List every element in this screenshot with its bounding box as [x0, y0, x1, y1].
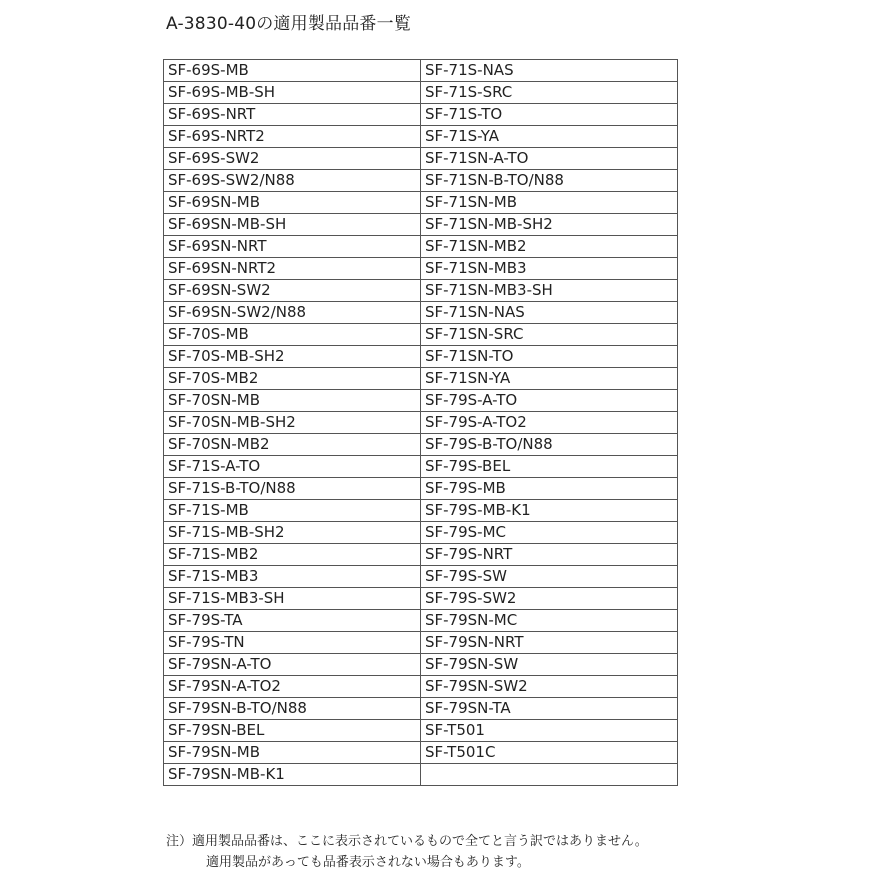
- footnote-line-1: 注）適用製品品番は、ここに表示されているもので全てと言う訳ではありません。: [166, 834, 648, 849]
- part-number-cell-right: SF-79SN-NRT: [421, 632, 678, 654]
- part-number-cell-left: SF-70S-MB-SH2: [164, 346, 421, 368]
- part-number-cell-right: SF-71SN-A-TO: [421, 148, 678, 170]
- table-row: [164, 126, 678, 148]
- part-number-cell-right: SF-71S-SRC: [421, 82, 678, 104]
- part-number-cell-right: SF-T501: [421, 720, 678, 742]
- table-row: [164, 720, 678, 742]
- table-row: [164, 588, 678, 610]
- part-number-cell-left: SF-70S-MB: [164, 324, 421, 346]
- part-number-cell-right: SF-71SN-B-TO/N88: [421, 170, 678, 192]
- table-row: [164, 302, 678, 324]
- part-number-cell-left: SF-79S-TN: [164, 632, 421, 654]
- part-number-cell-left: SF-69S-SW2/N88: [164, 170, 421, 192]
- part-number-cell-right: SF-71SN-MB-SH2: [421, 214, 678, 236]
- part-number-cell-left: SF-79SN-MB-K1: [164, 764, 421, 786]
- table-row: [164, 522, 678, 544]
- table-row: [164, 676, 678, 698]
- table-row: [164, 544, 678, 566]
- part-number-cell-left: SF-69S-SW2: [164, 148, 421, 170]
- part-number-cell-right: SF-71SN-TO: [421, 346, 678, 368]
- table-row: [164, 192, 678, 214]
- part-number-cell-right: SF-71S-NAS: [421, 60, 678, 82]
- part-number-cell-left: SF-71S-A-TO: [164, 456, 421, 478]
- table-row: [164, 60, 678, 82]
- part-number-cell-left: SF-69SN-SW2/N88: [164, 302, 421, 324]
- table-row: [164, 698, 678, 720]
- table-row: [164, 478, 678, 500]
- part-number-cell-right: [421, 764, 678, 786]
- part-number-cell-right: SF-71S-YA: [421, 126, 678, 148]
- part-number-cell-left: SF-79SN-B-TO/N88: [164, 698, 421, 720]
- part-number-cell-left: SF-79S-TA: [164, 610, 421, 632]
- table-row: [164, 412, 678, 434]
- part-number-cell-left: SF-71S-MB2: [164, 544, 421, 566]
- part-number-cell-left: SF-70S-MB2: [164, 368, 421, 390]
- part-number-cell-right: SF-79S-B-TO/N88: [421, 434, 678, 456]
- part-number-cell-right: SF-79SN-MC: [421, 610, 678, 632]
- part-number-table-body: [164, 60, 678, 786]
- part-number-cell-right: SF-79SN-SW2: [421, 676, 678, 698]
- part-number-cell-left: SF-79SN-BEL: [164, 720, 421, 742]
- part-number-cell-left: SF-70SN-MB2: [164, 434, 421, 456]
- part-number-cell-left: SF-79SN-A-TO2: [164, 676, 421, 698]
- table-row: [164, 764, 678, 786]
- part-number-cell-left: SF-79SN-A-TO: [164, 654, 421, 676]
- table-row: [164, 236, 678, 258]
- part-number-cell-right: SF-71SN-NAS: [421, 302, 678, 324]
- table-row: [164, 170, 678, 192]
- table-row: [164, 632, 678, 654]
- part-number-cell-left: SF-69SN-SW2: [164, 280, 421, 302]
- table-row: [164, 500, 678, 522]
- part-number-cell-right: SF-79S-MB: [421, 478, 678, 500]
- table-row: [164, 148, 678, 170]
- footnote: [166, 831, 648, 873]
- table-row: [164, 434, 678, 456]
- part-number-cell-right: SF-79S-A-TO: [421, 390, 678, 412]
- part-number-cell-left: SF-71S-MB-SH2: [164, 522, 421, 544]
- part-number-cell-left: SF-71S-MB3-SH: [164, 588, 421, 610]
- table-row: [164, 456, 678, 478]
- part-number-cell-right: SF-71SN-YA: [421, 368, 678, 390]
- table-row: [164, 742, 678, 764]
- part-number-cell-right: SF-79S-SW2: [421, 588, 678, 610]
- part-number-cell-left: SF-71S-MB: [164, 500, 421, 522]
- table-row: [164, 566, 678, 588]
- part-number-cell-left: SF-69SN-NRT2: [164, 258, 421, 280]
- table-row: [164, 610, 678, 632]
- part-number-cell-left: SF-69SN-MB: [164, 192, 421, 214]
- part-number-cell-right: SF-71SN-MB3-SH: [421, 280, 678, 302]
- table-row: [164, 258, 678, 280]
- part-number-cell-right: SF-79S-NRT: [421, 544, 678, 566]
- part-number-cell-left: SF-70SN-MB-SH2: [164, 412, 421, 434]
- part-number-cell-right: SF-79SN-TA: [421, 698, 678, 720]
- part-number-cell-left: SF-71S-B-TO/N88: [164, 478, 421, 500]
- table-row: [164, 82, 678, 104]
- part-number-cell-left: SF-70SN-MB: [164, 390, 421, 412]
- table-row: [164, 390, 678, 412]
- part-number-cell-right: SF-79S-MB-K1: [421, 500, 678, 522]
- part-number-cell-left: SF-69S-MB-SH: [164, 82, 421, 104]
- part-number-cell-left: SF-71S-MB3: [164, 566, 421, 588]
- part-number-cell-right: SF-T501C: [421, 742, 678, 764]
- part-number-cell-right: SF-79S-A-TO2: [421, 412, 678, 434]
- table-row: [164, 346, 678, 368]
- footnote-line-2: 適用製品があっても品番表示されない場合もあります。: [206, 855, 530, 870]
- page-title: A-3830-40の適用製品品番一覧: [166, 14, 412, 34]
- table-row: [164, 324, 678, 346]
- part-number-cell-right: SF-71SN-MB2: [421, 236, 678, 258]
- part-number-cell-left: SF-69SN-MB-SH: [164, 214, 421, 236]
- part-number-cell-left: SF-79SN-MB: [164, 742, 421, 764]
- part-number-cell-left: SF-69S-MB: [164, 60, 421, 82]
- part-number-cell-right: SF-79S-SW: [421, 566, 678, 588]
- part-number-cell-right: SF-71SN-SRC: [421, 324, 678, 346]
- part-number-cell-left: SF-69S-NRT2: [164, 126, 421, 148]
- part-number-cell-left: SF-69SN-NRT: [164, 236, 421, 258]
- table-row: [164, 214, 678, 236]
- table-row: [164, 368, 678, 390]
- part-number-cell-left: SF-69S-NRT: [164, 104, 421, 126]
- part-number-table: [163, 59, 678, 786]
- part-number-cell-right: SF-79S-BEL: [421, 456, 678, 478]
- part-number-cell-right: SF-71SN-MB: [421, 192, 678, 214]
- table-row: [164, 104, 678, 126]
- part-number-cell-right: SF-71SN-MB3: [421, 258, 678, 280]
- part-number-cell-right: SF-71S-TO: [421, 104, 678, 126]
- part-number-cell-right: SF-79SN-SW: [421, 654, 678, 676]
- part-number-cell-right: SF-79S-MC: [421, 522, 678, 544]
- table-row: [164, 654, 678, 676]
- table-row: [164, 280, 678, 302]
